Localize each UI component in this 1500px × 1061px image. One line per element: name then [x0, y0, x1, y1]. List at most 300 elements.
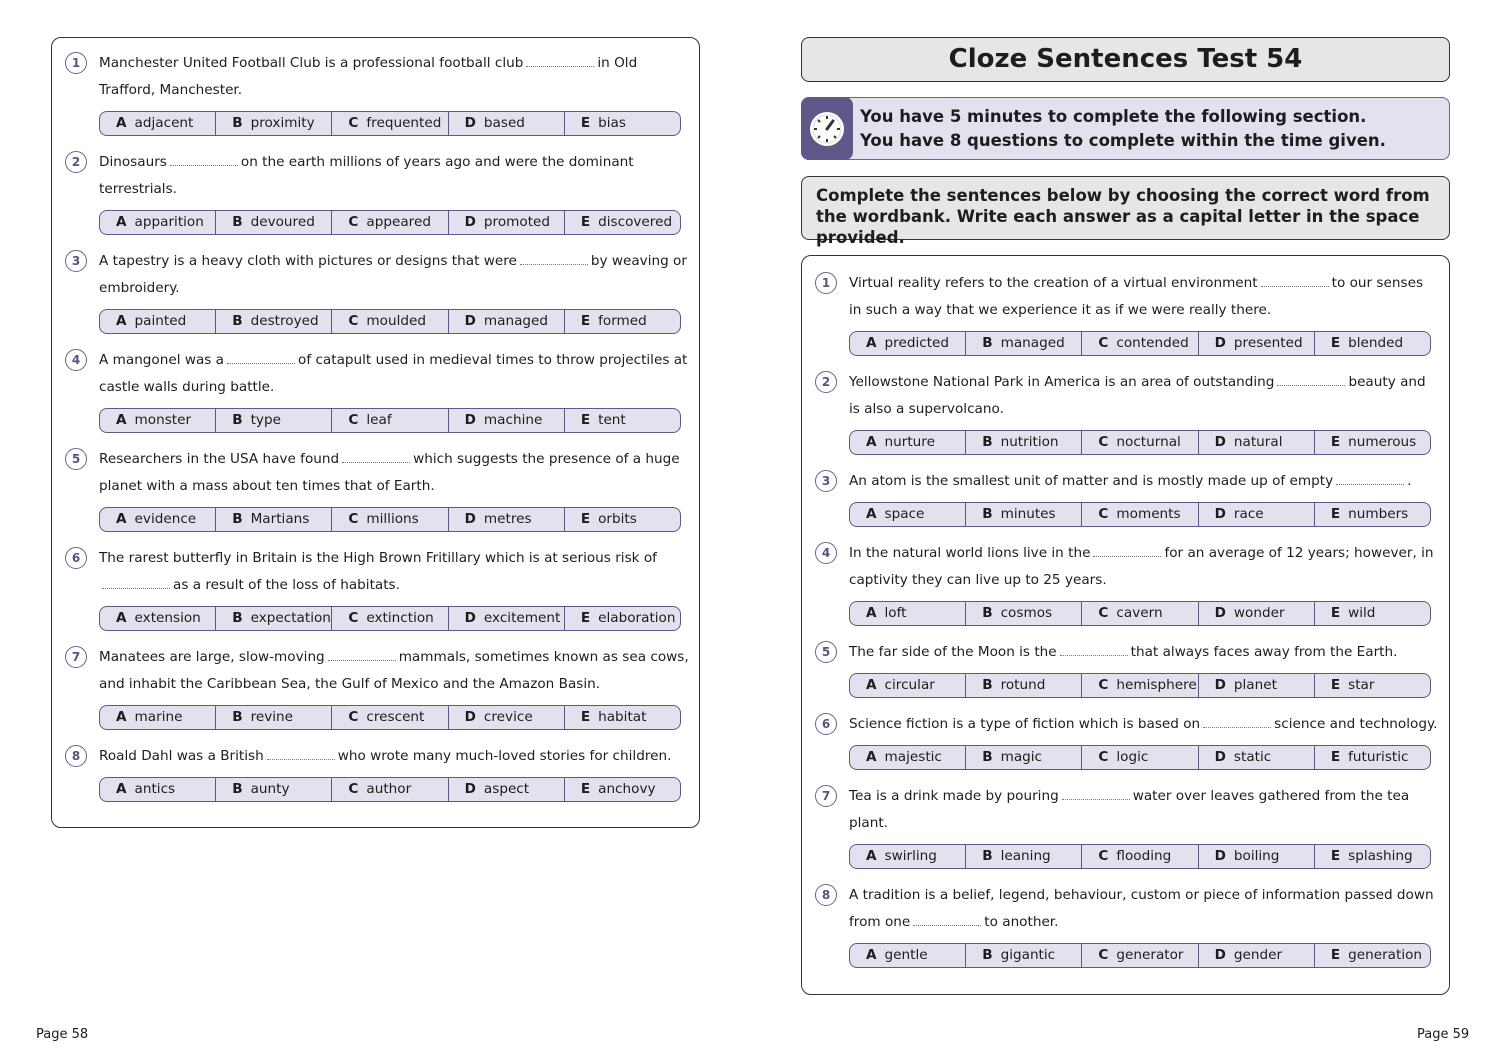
options-bar — [849, 745, 1431, 770]
option-word: author — [366, 781, 412, 797]
question — [65, 446, 684, 532]
question-text-before: Science fiction is a type of fiction which is based on — [849, 716, 1201, 732]
answer-blank[interactable] — [1093, 547, 1161, 557]
option-d[interactable] — [449, 778, 565, 801]
option-letter: B — [982, 605, 993, 621]
question — [815, 540, 1434, 626]
option-e[interactable] — [1315, 431, 1430, 454]
question-text-before: A tapestry is a heavy cloth with pictures or designs that were — [99, 253, 517, 269]
option-b[interactable] — [966, 746, 1082, 769]
question-text-before: Manchester United Football Club is a professional football club — [99, 55, 524, 71]
question-text-before: Dinosaurs — [99, 154, 167, 170]
option-c[interactable] — [332, 706, 448, 729]
option-word: numerous — [1348, 434, 1417, 450]
option-word: bias — [598, 115, 626, 131]
option-letter: E — [1330, 947, 1341, 963]
option-letter: A — [116, 610, 127, 626]
question-text — [99, 743, 689, 770]
option-e[interactable] — [565, 607, 680, 630]
option-b[interactable] — [966, 332, 1082, 355]
question-text-before: The rarest butterfly in Britain is the High Brown Fritillary which is at serious risk of — [99, 550, 657, 566]
option-word: crescent — [366, 709, 425, 725]
option-word: nutrition — [1000, 434, 1059, 450]
answer-blank[interactable] — [1336, 475, 1404, 485]
option-a[interactable] — [100, 211, 216, 234]
option-word: managed — [483, 313, 549, 329]
timer-questions-text: You have 8 questions to complete within the time given. — [860, 131, 1386, 150]
option-word: wonder — [1233, 605, 1285, 621]
option-letter: B — [232, 610, 243, 626]
option-a[interactable] — [100, 607, 216, 630]
question-text-before: Manatees are large, slow-moving — [99, 649, 325, 665]
options-bar — [849, 943, 1431, 968]
option-a[interactable] — [100, 706, 216, 729]
option-d[interactable] — [449, 607, 565, 630]
option-letter: E — [580, 214, 591, 230]
option-letter: B — [982, 677, 993, 693]
option-word: evidence — [134, 511, 197, 527]
option-c[interactable] — [332, 508, 448, 531]
page-number-left: Page 58 — [36, 1027, 89, 1042]
question-text — [99, 644, 689, 698]
option-letter: C — [348, 214, 359, 230]
option-b[interactable] — [216, 409, 332, 432]
option-e[interactable] — [565, 706, 680, 729]
option-word: apparition — [134, 214, 204, 230]
option-word: race — [1233, 506, 1264, 522]
options-bar — [99, 408, 681, 433]
question-text-after: that always faces away from the Earth. — [1130, 644, 1398, 660]
option-letter: E — [1330, 434, 1341, 450]
option-letter: E — [580, 313, 591, 329]
option-word: gender — [1233, 947, 1283, 963]
option-a[interactable] — [850, 944, 966, 967]
option-b[interactable] — [216, 508, 332, 531]
answer-blank[interactable] — [1203, 718, 1271, 728]
option-e[interactable] — [1315, 602, 1430, 625]
answer-blank[interactable] — [227, 354, 295, 364]
option-letter: B — [232, 313, 243, 329]
option-letter: B — [982, 335, 993, 351]
option-letter: A — [116, 214, 127, 230]
question-number-badge: 8 — [815, 884, 837, 906]
option-word: leaning — [1000, 848, 1051, 864]
question-number-badge: 6 — [815, 713, 837, 735]
answer-blank[interactable] — [1062, 790, 1130, 800]
option-b[interactable] — [966, 674, 1082, 697]
option-d[interactable] — [1199, 845, 1315, 868]
option-letter: D — [464, 610, 476, 626]
answer-blank[interactable] — [170, 156, 238, 166]
option-letter: D — [1214, 434, 1226, 450]
option-word: moulded — [366, 313, 426, 329]
question — [65, 50, 684, 136]
option-letter: C — [1098, 848, 1109, 864]
option-word: rotund — [1000, 677, 1046, 693]
option-letter: A — [866, 947, 877, 963]
option-a[interactable] — [100, 508, 216, 531]
option-letter: B — [982, 848, 993, 864]
option-c[interactable] — [1082, 746, 1198, 769]
question-text-after: for an average of 12 years; however, in captivity they can live up to 25 years. — [849, 545, 1434, 588]
option-letter: D — [464, 115, 476, 131]
option-letter: B — [232, 781, 243, 797]
option-b[interactable] — [216, 607, 332, 630]
question-text-before: In the natural world lions live in the — [849, 545, 1091, 561]
option-letter: B — [982, 947, 993, 963]
question-text — [99, 248, 689, 302]
option-word: presented — [1233, 335, 1303, 351]
option-word: tent — [598, 412, 626, 428]
option-b[interactable] — [966, 845, 1082, 868]
option-word: orbits — [598, 511, 637, 527]
question-text-before: A mangonel was a — [99, 352, 225, 368]
option-a[interactable] — [100, 310, 216, 333]
answer-blank[interactable] — [913, 916, 981, 926]
option-letter: B — [232, 214, 243, 230]
question — [65, 347, 688, 433]
question — [815, 639, 1434, 698]
option-d[interactable] — [449, 508, 565, 531]
options-bar — [849, 601, 1431, 626]
option-word: promoted — [483, 214, 551, 230]
question-text-before: The far side of the Moon is the — [849, 644, 1057, 660]
option-letter: E — [1330, 605, 1341, 621]
option-word: magic — [1000, 749, 1043, 765]
option-c[interactable] — [1082, 602, 1198, 625]
option-d[interactable] — [1199, 746, 1315, 769]
option-word: leaf — [366, 412, 392, 428]
question-text-after: to our senses in such a way that we experience it as if we were really there. — [849, 275, 1424, 318]
option-a[interactable] — [100, 778, 216, 801]
option-letter: D — [464, 313, 476, 329]
question-text-after: science and technology. — [1274, 716, 1438, 732]
option-word: contended — [1116, 335, 1189, 351]
option-b[interactable] — [966, 944, 1082, 967]
question-text — [849, 783, 1439, 837]
question-text-after: which suggests the presence of a huge planet with a mass about ten times that of Earth. — [99, 451, 680, 494]
option-letter: C — [348, 412, 359, 428]
option-b[interactable] — [216, 112, 332, 135]
question — [65, 248, 687, 334]
question — [815, 783, 1434, 869]
question-text — [99, 347, 689, 401]
answer-blank[interactable] — [342, 453, 410, 463]
option-letter: D — [1214, 605, 1226, 621]
option-d[interactable] — [1199, 431, 1315, 454]
question — [65, 644, 689, 730]
answer-blank[interactable] — [267, 750, 335, 760]
option-letter: E — [1330, 506, 1341, 522]
option-word: devoured — [250, 214, 315, 230]
answer-blank[interactable] — [526, 57, 594, 67]
question-text-after: as a result of the loss of habitats. — [173, 577, 400, 593]
option-letter: E — [580, 781, 591, 797]
question-number-badge: 3 — [65, 250, 87, 272]
answer-blank[interactable] — [1277, 376, 1345, 386]
question-text — [99, 545, 689, 599]
option-word: excitement — [483, 610, 561, 626]
option-word: static — [1233, 749, 1272, 765]
options-bar — [99, 210, 681, 235]
option-d[interactable] — [449, 211, 565, 234]
option-word: logic — [1116, 749, 1149, 765]
option-letter: B — [232, 709, 243, 725]
option-letter: D — [464, 781, 476, 797]
option-letter: D — [1214, 947, 1226, 963]
option-b[interactable] — [216, 778, 332, 801]
option-word: boiling — [1233, 848, 1280, 864]
option-word: predicted — [884, 335, 950, 351]
option-word: type — [250, 412, 281, 428]
options-bar — [99, 507, 681, 532]
option-word: cosmos — [1000, 605, 1053, 621]
option-letter: B — [982, 506, 993, 522]
option-word: expectation — [250, 610, 331, 626]
option-a[interactable] — [100, 112, 216, 135]
option-b[interactable] — [966, 602, 1082, 625]
question-text-before: A tradition is a belief, legend, behaviour, custom or piece of information passed down from one — [849, 887, 1434, 930]
question-text — [849, 882, 1439, 936]
option-d[interactable] — [1199, 674, 1315, 697]
option-c[interactable] — [1082, 431, 1198, 454]
options-bar — [99, 111, 681, 136]
timer-notice — [801, 97, 1450, 160]
options-bar — [849, 430, 1431, 455]
option-letter: E — [580, 511, 591, 527]
option-d[interactable] — [1199, 944, 1315, 967]
option-c[interactable] — [1082, 332, 1198, 355]
question-text-before: Yellowstone National Park in America is an area of outstanding — [849, 374, 1275, 390]
options-bar — [99, 309, 681, 334]
option-a[interactable] — [850, 674, 966, 697]
question-text-before: Researchers in the USA have found — [99, 451, 340, 467]
option-word: star — [1348, 677, 1375, 693]
option-word: anchovy — [598, 781, 656, 797]
question-text-after: by weaving or embroidery. — [99, 253, 687, 296]
option-b[interactable] — [216, 310, 332, 333]
question-number-badge: 3 — [815, 470, 837, 492]
option-e[interactable] — [1315, 845, 1430, 868]
option-word: extension — [134, 610, 201, 626]
option-letter: B — [982, 749, 993, 765]
question-text — [849, 639, 1439, 666]
question — [65, 545, 684, 631]
question-text-after: . — [1407, 473, 1412, 489]
option-word: nocturnal — [1116, 434, 1181, 450]
question — [815, 369, 1434, 455]
option-word: marine — [134, 709, 183, 725]
option-letter: B — [232, 412, 243, 428]
option-c[interactable] — [332, 211, 448, 234]
question — [815, 882, 1434, 968]
option-e[interactable] — [1315, 503, 1430, 526]
option-letter: E — [1330, 335, 1341, 351]
option-letter: C — [1098, 605, 1109, 621]
option-letter: E — [580, 709, 591, 725]
option-letter: C — [1098, 506, 1109, 522]
answer-blank[interactable] — [1060, 646, 1128, 656]
question-text-after: mammals, sometimes known as sea cows, and inhabit the Caribbean Sea, the Gulf of Mexico and the Amazon Basin. — [99, 649, 689, 692]
question-number-badge: 2 — [815, 371, 837, 393]
option-word: blended — [1348, 335, 1404, 351]
option-letter: D — [1214, 335, 1226, 351]
option-word: moments — [1116, 506, 1181, 522]
question-text — [849, 369, 1439, 423]
option-d[interactable] — [1199, 503, 1315, 526]
answer-blank[interactable] — [520, 255, 588, 265]
option-letter: E — [1330, 749, 1341, 765]
option-word: planet — [1233, 677, 1277, 693]
option-letter: E — [580, 610, 591, 626]
option-word: formed — [598, 313, 647, 329]
option-letter: E — [580, 115, 591, 131]
option-word: antics — [134, 781, 176, 797]
option-b[interactable] — [216, 706, 332, 729]
option-c[interactable] — [1082, 944, 1198, 967]
question-number-badge: 4 — [815, 542, 837, 564]
question-number-badge: 4 — [65, 349, 87, 371]
option-word: circular — [884, 677, 935, 693]
option-word: splashing — [1348, 848, 1413, 864]
option-e[interactable] — [565, 310, 680, 333]
question-number-badge: 6 — [65, 547, 87, 569]
option-word: cavern — [1116, 605, 1163, 621]
question-text — [849, 270, 1439, 324]
option-b[interactable] — [966, 431, 1082, 454]
option-d[interactable] — [1199, 602, 1315, 625]
option-a[interactable] — [850, 746, 966, 769]
option-c[interactable] — [1082, 503, 1198, 526]
question-text-before: Roald Dahl was a British — [99, 748, 264, 764]
option-letter: C — [1098, 335, 1109, 351]
option-e[interactable] — [1315, 332, 1430, 355]
options-bar — [99, 777, 681, 802]
option-word: natural — [1233, 434, 1283, 450]
option-letter: D — [1214, 677, 1226, 693]
question-number-badge: 1 — [65, 52, 87, 74]
option-a[interactable] — [850, 332, 966, 355]
option-letter: A — [116, 781, 127, 797]
option-d[interactable] — [449, 409, 565, 432]
question-text-before: An atom is the smallest unit of matter and is mostly made up of empty — [849, 473, 1334, 489]
option-word: frequented — [366, 115, 442, 131]
right-question-panel — [801, 255, 1450, 995]
answer-blank[interactable] — [328, 651, 396, 661]
question — [815, 270, 1434, 356]
options-bar — [849, 331, 1431, 356]
option-letter: A — [866, 749, 877, 765]
option-letter: A — [866, 605, 877, 621]
option-e[interactable] — [1315, 674, 1430, 697]
option-a[interactable] — [850, 845, 966, 868]
answer-blank[interactable] — [1261, 277, 1329, 287]
option-letter: D — [464, 214, 476, 230]
option-letter: A — [116, 313, 127, 329]
option-e[interactable] — [565, 778, 680, 801]
option-letter: C — [1098, 677, 1109, 693]
option-word: wild — [1348, 605, 1376, 621]
question-number-badge: 5 — [815, 641, 837, 663]
option-letter: D — [464, 412, 476, 428]
option-letter: D — [1214, 506, 1226, 522]
option-a[interactable] — [850, 503, 966, 526]
option-letter: C — [348, 610, 359, 626]
option-e[interactable] — [1315, 746, 1430, 769]
option-letter: C — [348, 511, 359, 527]
instructions: Complete the sentences below by choosing the correct word from the wordbank. Write each answer as a capital letter in the space provided. — [801, 176, 1450, 240]
option-letter: C — [348, 709, 359, 725]
option-b[interactable] — [966, 503, 1082, 526]
options-bar — [849, 673, 1431, 698]
option-letter: D — [464, 511, 476, 527]
option-e[interactable] — [565, 409, 680, 432]
option-c[interactable] — [1082, 845, 1198, 868]
option-letter: E — [1330, 848, 1341, 864]
option-word: millions — [366, 511, 419, 527]
question-text — [99, 149, 689, 203]
option-letter: C — [1098, 947, 1109, 963]
question-number-badge: 1 — [815, 272, 837, 294]
option-c[interactable] — [332, 409, 448, 432]
question-text-after: water over leaves gathered from the tea plant. — [849, 788, 1410, 831]
question-text-before: Tea is a drink made by pouring — [849, 788, 1059, 804]
question-text — [849, 540, 1439, 594]
option-a[interactable] — [100, 409, 216, 432]
option-c[interactable] — [332, 310, 448, 333]
option-d[interactable] — [1199, 332, 1315, 355]
option-a[interactable] — [850, 602, 966, 625]
option-d[interactable] — [449, 112, 565, 135]
option-letter: A — [116, 412, 127, 428]
page-title: Cloze Sentences Test 54 — [801, 37, 1450, 82]
option-word: aunty — [250, 781, 290, 797]
option-b[interactable] — [216, 211, 332, 234]
option-c[interactable] — [1082, 674, 1198, 697]
answer-blank[interactable] — [102, 579, 170, 589]
option-word: gigantic — [1000, 947, 1056, 963]
option-letter: D — [1214, 848, 1226, 864]
option-letter: A — [116, 115, 127, 131]
question-number-badge: 8 — [65, 745, 87, 767]
option-letter: B — [232, 115, 243, 131]
question-text-after: to another. — [984, 914, 1059, 930]
question-number-badge: 7 — [815, 785, 837, 807]
option-e[interactable] — [1315, 944, 1430, 967]
option-word: nurture — [884, 434, 935, 450]
option-d[interactable] — [449, 310, 565, 333]
option-word: monster — [134, 412, 192, 428]
option-word: habitat — [598, 709, 647, 725]
option-word: machine — [483, 412, 543, 428]
question-number-badge: 7 — [65, 646, 87, 668]
question-number-badge: 2 — [65, 151, 87, 173]
option-c[interactable] — [332, 778, 448, 801]
option-c[interactable] — [332, 112, 448, 135]
option-e[interactable] — [565, 508, 680, 531]
option-word: numbers — [1348, 506, 1409, 522]
option-word: generator — [1116, 947, 1184, 963]
question-text-after: in Old Trafford, Manchester. — [99, 55, 638, 98]
option-e[interactable] — [565, 112, 680, 135]
option-letter: D — [464, 709, 476, 725]
option-letter: B — [232, 511, 243, 527]
option-c[interactable] — [332, 607, 448, 630]
option-e[interactable] — [565, 211, 680, 234]
option-a[interactable] — [850, 431, 966, 454]
option-d[interactable] — [449, 706, 565, 729]
option-letter: A — [866, 335, 877, 351]
